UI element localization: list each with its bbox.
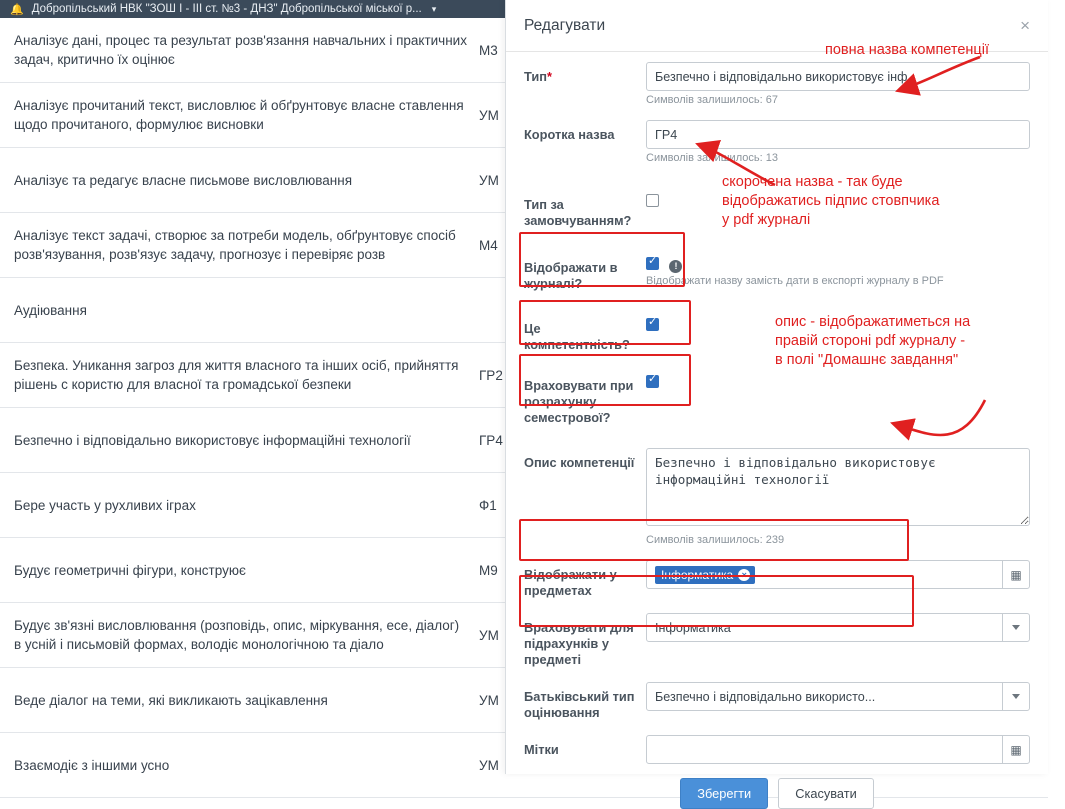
cancel-button[interactable]: Скасувати [778,778,874,809]
row-description: Аудіювання [14,302,87,318]
description-textarea[interactable] [646,448,1030,526]
is-competency-checkbox[interactable] [646,318,659,331]
row-code: УМ [479,692,499,708]
field-short-name-label: Коротка назва [524,127,615,142]
row-code: Ф1 [479,497,497,513]
row-description: Будує зв'язні висловлювання (розповідь, опис, міркування, есе, діалог) в усній і письмовій формах, володіє монологічною та діало [14,618,460,652]
row-code: ГР4 [479,432,503,448]
field-show-in-journal [524,253,1030,292]
annotation-short-name: скорочена назва - так буде відображатись підпис стовпчика у pdf журналі [722,174,940,228]
bell-icon[interactable]: 🔔 [10,3,24,16]
type-chars-left: Символів залишилось: 67 [646,94,778,106]
short-name-chars-left: Символів залишилось: 13 [646,152,778,164]
field-parent-type [524,682,1030,721]
row-description: Будує геометричні фігури, конструює [14,562,246,578]
dialog-body [506,52,1048,809]
dialog-actions [524,778,1030,809]
row-code: УМ [479,757,499,773]
field-tags-label: Мітки [524,742,559,757]
field-type-label: Тип* [524,69,552,84]
subject-chip-label: Інформатика [661,567,734,582]
school-selector-label[interactable]: Добропільський НВК "ЗОШ I - III ст. №3 - ДНЗ" Добропільської міської р... [31,3,422,15]
row-code: УМ [479,107,499,123]
field-parent-type-label: Батьківський тип оцінювання [524,689,635,720]
field-count-semester [524,371,1030,426]
description-chars-left: Символів залишилось: 239 [646,534,785,546]
info-icon[interactable]: ! [669,260,682,273]
edit-dialog [505,0,1048,801]
row-description: Аналізує текст задачі, створює за потреби модель, обґрунтовує спосіб розв'язування, розв'язує задачу, прогнозує і перевіряє розв [14,228,456,262]
row-code: УМ [479,172,499,188]
field-calc-subject-label: Враховувати для підрахунків у предметі [524,620,634,667]
chip-remove-icon[interactable]: × [738,569,750,581]
row-code: М9 [479,562,498,578]
field-subjects [524,560,1030,599]
tags-input[interactable] [646,735,1030,764]
parent-type-value: Безпечно і відповідально використо... [655,689,876,704]
short-name-input[interactable] [646,120,1030,149]
row-description: Аналізує та редагує власне письмове висловлювання [14,172,353,188]
chevron-down-icon[interactable]: ▾ [431,3,437,14]
field-description [524,448,1030,546]
row-description: Аналізує дані, процес та результат розв'язання навчальних і практичних задач, критично їх оцінює [14,33,467,67]
row-code: УМ [479,627,499,643]
row-description: Безпечно і відповідально використовує інформаційні технології [14,432,411,448]
row-code: ГР2 [479,367,503,383]
row-code: М3 [479,42,498,58]
field-type [524,62,1030,106]
row-code: М4 [479,237,498,253]
field-description-label: Опис компетенції [524,455,635,470]
subjects-multiselect[interactable] [646,560,1030,589]
show-in-journal-hint: Відображати назву замість дати в експорті журналу в PDF [646,275,944,287]
row-description: Безпека. Уникання загроз для життя власного та інших осіб, прийняття рішень с користю для власної та громадської безпеки [14,358,459,392]
row-description: Взаємодіє з іншими усно [14,757,170,773]
save-button[interactable]: Зберегти [680,778,768,809]
show-in-journal-checkbox[interactable] [646,257,659,270]
field-subjects-label: Відображати у предметах [524,567,617,598]
field-calc-subject [524,613,1030,668]
calc-subject-select[interactable] [646,613,1030,642]
row-description: Аналізує прочитаний текст, висловлює й обґрунтовує власне ставлення щодо прочитаного, формулює висновки [14,98,464,132]
default-type-checkbox[interactable] [646,194,659,207]
chevron-down-icon[interactable] [1002,683,1029,710]
close-icon[interactable]: × [1020,16,1030,35]
dialog-title: Редагувати [524,16,606,34]
field-is-competency-label: Це компетентність? [524,321,630,352]
count-semester-checkbox[interactable] [646,375,659,388]
grid-picker-icon[interactable]: ▦ [1002,736,1029,763]
chevron-down-icon[interactable] [1002,614,1029,641]
required-marker: * [546,69,552,84]
calc-subject-value: Інформатика [655,620,731,635]
annotation-description: опис - відображатиметься на правій стороні pdf журналу - в полі "Домашнє завдання" [775,314,971,368]
subject-chip[interactable] [655,566,755,584]
field-count-semester-label: Враховувати при розрахунку семестрової? [524,378,634,425]
field-tags [524,735,1030,764]
field-default-type-label: Тип за замовчуванням? [524,197,632,228]
field-show-in-journal-label: Відображати в журналі? [524,260,618,291]
field-short-name [524,120,1030,164]
row-description: Бере участь у рухливих іграх [14,497,196,513]
type-input[interactable] [646,62,1030,91]
row-description: Веде діалог на теми, які викликають зацікавлення [14,692,328,708]
parent-type-select[interactable] [646,682,1030,711]
annotation-full-name: повна назва компетенції [825,42,989,58]
grid-picker-icon[interactable]: ▦ [1002,561,1029,588]
